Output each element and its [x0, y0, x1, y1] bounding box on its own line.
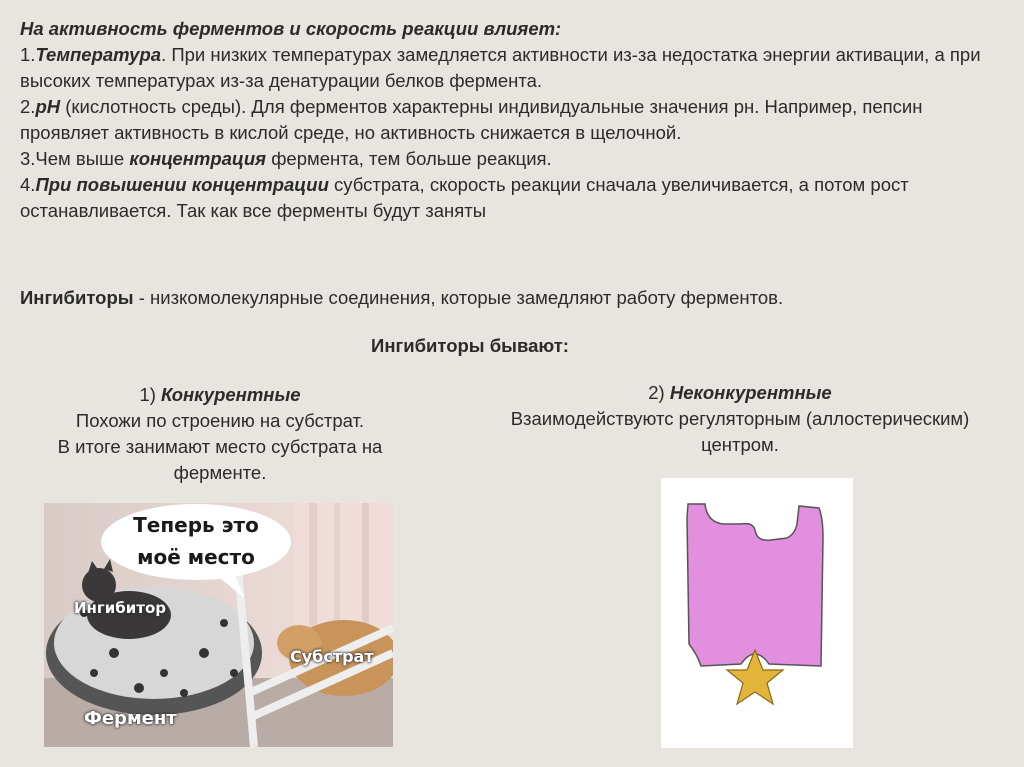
inhibitors-kinds-heading: Ингибиторы бывают: [371, 335, 569, 356]
noncompetitive-inhibitors: 2) Неконкурентные Взаимодействуютс регуляторным (аллостерическим) центром. [510, 382, 970, 455]
enzyme-diagram [661, 478, 853, 748]
factor-temperature: 1.Температура. При низких температурах замедляется активности из-за недостатка энергии активации, а при высоких температурах из-за денатурации белков фермента. [20, 44, 981, 91]
inhibitors-definition: Ингибиторы - низкомолекулярные соединения, которые замедляют работу ферментов. [20, 287, 784, 308]
factor-ph: 2.pH (кислотность среды). Для ферментов характерны индивидуальные значения рн. Например, пепсин проявляет активность в кислой среде, но активность снижается в щелочной. [20, 96, 923, 143]
speech-bubble-text: Теперь это моё место [133, 513, 259, 569]
competitive-meme-image [44, 503, 393, 747]
noncompetitive-enzyme-image [661, 478, 853, 748]
factor-enzyme-concentration: 3.Чем выше концентрация фермента, тем больше реакция. [20, 148, 552, 169]
factors-heading: На активность ферментов и скорость реакции влияет: [20, 18, 562, 39]
factor-substrate-concentration: 4.При повышении концентрации субстрата, скорость реакции сначала увеличивается, а потом рост останавливается. Так как все ферменты будут заняты [20, 174, 909, 221]
inhibitor-label: Ингибитор [74, 599, 166, 617]
enzyme-label: Фермент [84, 708, 177, 729]
competitive-inhibitors: 1) Конкурентные Похожи по строению на субстрат. В итоге занимают место субстрата на ферменте. [57, 384, 383, 483]
substrate-label: Субстрат [290, 647, 374, 666]
factors-text [20, 16, 1010, 224]
enzyme-shape [687, 504, 823, 666]
